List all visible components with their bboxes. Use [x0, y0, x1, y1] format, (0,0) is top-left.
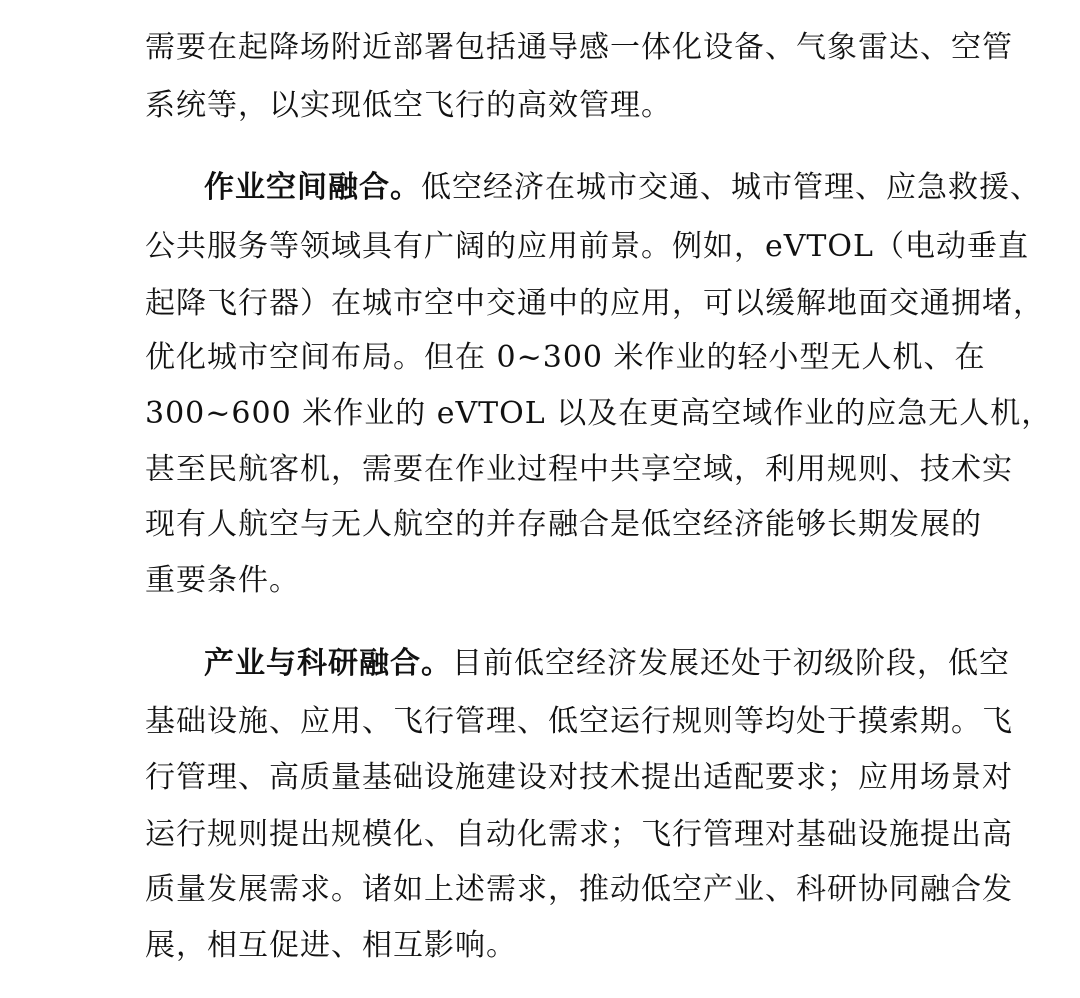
paragraph-2-line-4: 优化城市空间布局。但在 0~300 米作业的轻小型无人机、在	[145, 340, 986, 375]
paragraph-2-heading: 作业空间融合。	[204, 170, 421, 205]
paragraph-3-line-6: 展，相互促进、相互影响。	[145, 928, 517, 963]
paragraph-1-line-1: 需要在起降场附近部署包括通导感一体化设备、气象雷达、空管	[145, 30, 1013, 65]
paragraph-3-line-1-text: 目前低空经济发展还处于初级阶段，低空	[452, 646, 1010, 681]
paragraph-3-line-1	[204, 644, 1010, 684]
paragraph-2-line-5: 300~600 米作业的 eVTOL 以及在更高空域作业的应急无人机，	[145, 396, 1053, 431]
paragraph-2-line-6: 甚至民航客机，需要在作业过程中共享空域，利用规则、技术实	[145, 452, 1013, 487]
paragraph-2-line-3: 起降飞行器）在城市空中交通中的应用，可以缓解地面交通拥堵，	[145, 286, 1044, 321]
paragraph-3-line-4: 运行规则提出规模化、自动化需求；飞行管理对基础设施提出高	[145, 817, 1013, 852]
paragraph-2-line-7: 现有人航空与无人航空的并存融合是低空经济能够长期发展的	[145, 507, 982, 542]
paragraph-3-line-2: 基础设施、应用、飞行管理、低空运行规则等均处于摸索期。飞	[145, 704, 1013, 739]
paragraph-3-heading: 产业与科研融合。	[204, 646, 452, 681]
paragraph-2-line-2: 公共服务等领域具有广阔的应用前景。例如，eVTOL（电动垂直	[145, 229, 1029, 264]
paragraph-2-line-1	[204, 168, 1041, 208]
paragraph-2-line-8: 重要条件。	[145, 563, 300, 598]
paragraph-3-line-5: 质量发展需求。诸如上述需求，推动低空产业、科研协同融合发	[145, 872, 1013, 907]
paragraph-1-line-2: 系统等，以实现低空飞行的高效管理。	[145, 88, 672, 123]
paragraph-2-line-1-text: 低空经济在城市交通、城市管理、应急救援、	[421, 170, 1041, 205]
paragraph-3-line-3: 行管理、高质量基础设施建设对技术提出适配要求；应用场景对	[145, 760, 1013, 795]
